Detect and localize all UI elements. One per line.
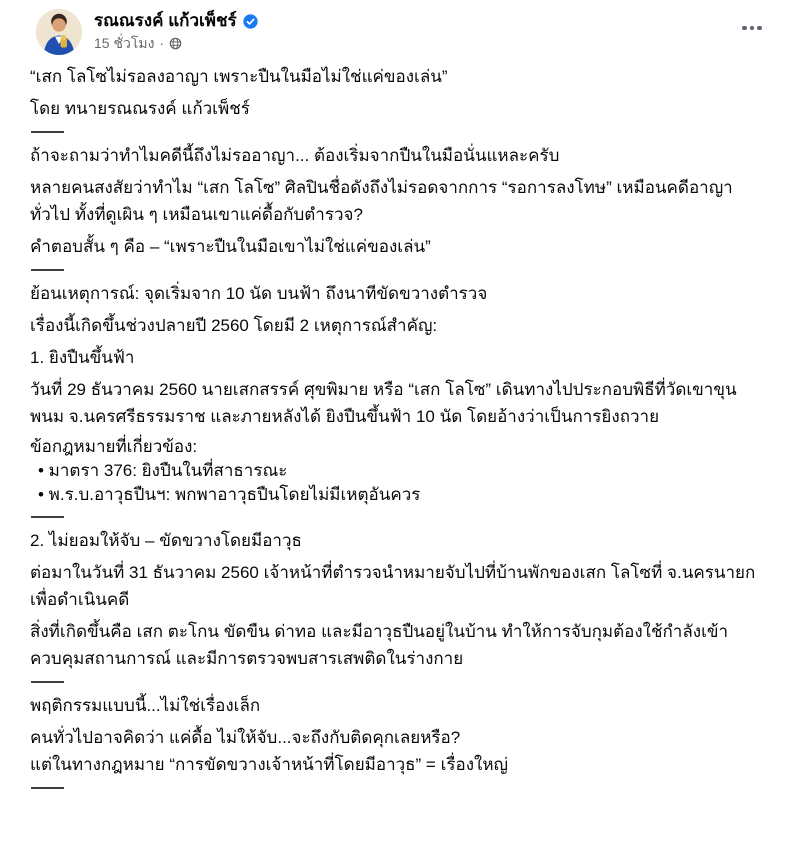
- verified-badge-icon: [243, 14, 258, 29]
- ellipsis-dot: [757, 26, 762, 31]
- section-heading-2: 2. ไม่ยอมให้จับ – ขัดขวางโดยมีอาวุธ: [30, 531, 302, 550]
- paragraph: ถ้าจะถามว่าทำไมคดีนี้ถึงไม่รออาญา... ต้องเริ่มจากปืนในมือนั่นแหละครับ: [30, 146, 560, 165]
- text-divider: [31, 516, 64, 518]
- paragraph: สิ่งที่เกิดขึ้นคือ เสก ตะโกน ขัดขืน ด่าทอ และมีอาวุธปืนอยู่ในบ้าน ทำให้การจับกุมต้องใช้กำลังเข้าควบคุมสถานการณ์ และมีการตรวจพบสารเสพติดในร่างกาย: [30, 622, 729, 668]
- paragraph: ย้อนเหตุการณ์: จุดเริ่มจาก 10 นัด บนฟ้า ถึงนาทีขัดขวางตำรวจ: [30, 284, 488, 303]
- timestamp[interactable]: 15 ชั่วโมง: [94, 35, 155, 51]
- text-divider: [31, 269, 64, 271]
- text-divider: [31, 787, 64, 789]
- post-title-quote: “เสก โลโซไม่รอลงอาญา เพราะปืนในมือไม่ใช่แค่ของเล่น”: [30, 67, 448, 86]
- paragraph-line: แต่ในทางกฎหมาย “การขัดขวางเจ้าหน้าที่โดยมีอาวุธ” = เรื่องใหญ่: [30, 755, 509, 774]
- meta-separator: ·: [159, 35, 165, 51]
- ellipsis-dot: [742, 26, 747, 31]
- post-header: [0, 0, 800, 61]
- law-reference-block: [30, 435, 770, 507]
- paragraph: ต่อมาในวันที่ 31 ธันวาคม 2560 เจ้าหน้าที่ตำรวจนำหมายจับไปที่บ้านพักของเสก โลโซที่ จ.นครนายก เพื่อดำเนินคดี: [30, 563, 760, 609]
- text-divider: [31, 131, 64, 133]
- more-options-button[interactable]: [734, 14, 770, 42]
- avatar[interactable]: [36, 9, 82, 55]
- paragraph: วันที่ 29 ธันวาคม 2560 นายเสกสรรค์ ศุขพิมาย หรือ “เสก โลโซ” เดินทางไปประกอบพิธีที่วัดเขาขุนพนม จ.นครศรีธรรมราช และภายหลังได้ ยิงปืนขึ้นฟ้า 10 นัด โดยอ้างว่าเป็นการยิงถวาย: [30, 380, 737, 426]
- author-name[interactable]: รณณรงค์ แก้วเพ็ชร์: [94, 11, 237, 30]
- post-body: [0, 61, 800, 789]
- law-bullet-item: • มาตรา 376: ยิงปืนในที่สาธารณะ: [38, 461, 288, 480]
- paragraph: หลายคนสงสัยว่าทำไม “เสก โลโซ” ศิลปินชื่อดังถึงไม่รอดจากการ “รอการลงโทษ” เหมือนคดีอาญาทั่วไป ทั้งที่ดูเผิน ๆ เหมือนเขาแค่ดื้อกับตำรวจ?: [30, 178, 733, 224]
- globe-public-icon: [169, 37, 182, 50]
- text-divider: [31, 681, 64, 683]
- law-header: ข้อกฎหมายที่เกี่ยวข้อง:: [30, 437, 198, 456]
- paragraph: เรื่องนี้เกิดขึ้นช่วงปลายปี 2560 โดยมี 2 เหตุการณ์สำคัญ:: [30, 316, 438, 335]
- paragraph: พฤติกรรมแบบนี้...ไม่ใช่เรื่องเล็ก: [30, 696, 261, 715]
- ellipsis-dot: [750, 26, 755, 31]
- post-byline: โดย ทนายรณณรงค์ แก้วเพ็ชร์: [30, 99, 250, 118]
- paragraph-line: คนทั่วไปอาจคิดว่า แค่ดื้อ ไม่ให้จับ...จะถึงกับติดคุกเลยหรือ?: [30, 728, 461, 747]
- post-meta: [94, 34, 258, 52]
- law-bullet-item: • พ.ร.บ.อาวุธปืนฯ: พกพาอาวุธปืนโดยไม่มีเหตุอันควร: [38, 485, 421, 504]
- section-heading-1: 1. ยิงปืนขึ้นฟ้า: [30, 348, 135, 367]
- paragraph: คำตอบสั้น ๆ คือ – “เพราะปืนในมือเขาไม่ใช่แค่ของเล่น”: [30, 237, 431, 256]
- header-text: [94, 9, 258, 52]
- avatar-image: [36, 9, 82, 55]
- paragraph: [30, 724, 770, 778]
